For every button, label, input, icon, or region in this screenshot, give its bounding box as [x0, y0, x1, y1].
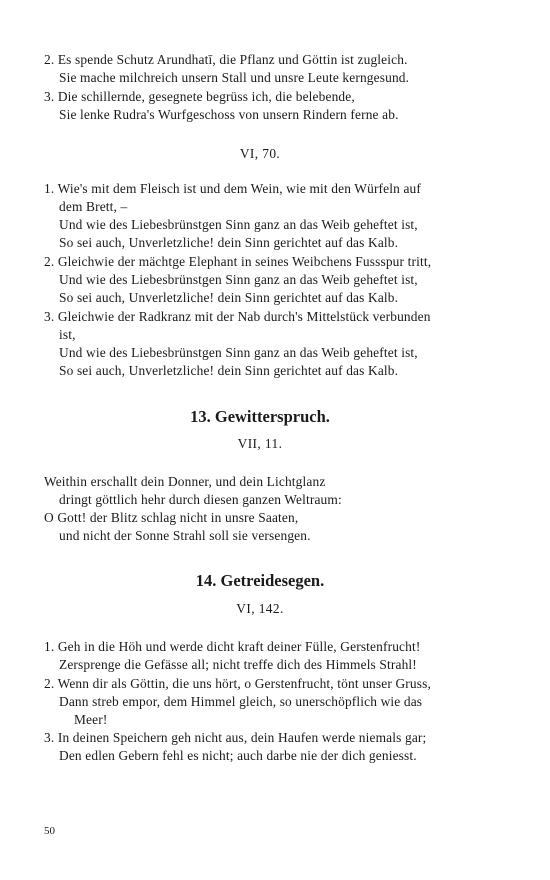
section-heading: 13. Gewitterspruch. [190, 407, 330, 426]
verse-line: Meer! [74, 712, 108, 727]
section-reference: VI, 70. [239, 146, 281, 161]
verse-line: Sie mache milchreich unsern Stall und unsre Leute kerngesund. [59, 70, 410, 85]
verse-line: ist, [59, 327, 76, 342]
verse-line: Und wie des Liebesbrünstgen Sinn ganz an das Weib geheftet ist, [59, 217, 418, 232]
verse-line: 2. Es spende Schutz Arundhatī, die Pflanz und Göttin ist zugleich. [44, 52, 408, 67]
verse-line: 1. Wie's mit dem Fleisch ist und dem Wein, wie mit den Würfeln auf [44, 181, 422, 196]
verse-line: So sei auch, Unverletzliche! dein Sinn gerichtet auf das Kalb. [59, 290, 399, 305]
verse-line: dem Brett, – [59, 199, 128, 214]
verse-line: 3. Gleichwie der Radkranz mit der Nab durch's Mittelstück verbunden [44, 309, 431, 324]
verse-line: 2. Gleichwie der mächtge Elephant in seines Weibchens Fussspur tritt, [44, 254, 432, 269]
verse-line: Und wie des Liebesbrünstgen Sinn ganz an das Weib geheftet ist, [59, 272, 418, 287]
verse-line: 3. Die schillernde, gesegnete begrüss ich, die belebende, [44, 89, 355, 104]
verse-line: Und wie des Liebesbrünstgen Sinn ganz an das Weib geheftet ist, [59, 345, 418, 360]
verse-line: Dann streb empor, dem Himmel gleich, so unerschöpflich wie das [59, 694, 423, 709]
verse-line: Sie lenke Rudra's Wurfgeschoss von unsern Rindern ferne ab. [59, 107, 399, 122]
verse-line: dringt göttlich hehr durch diesen ganzen Weltraum: [59, 492, 342, 507]
verse-line: 1. Geh in die Höh und werde dicht kraft deiner Fülle, Gerstenfrucht! [44, 639, 421, 654]
verse-line: O Gott! der Blitz schlag nicht in unsre Saaten, [44, 510, 299, 525]
verse-line: und nicht der Sonne Strahl soll sie versengen. [59, 528, 311, 543]
verse-line: Den edlen Gebern fehl es nicht; auch darbe nie der dich geniesst. [59, 748, 417, 763]
verse-line: Zersprenge die Gefässe all; nicht treffe dich des Himmels Strahl! [59, 657, 417, 672]
section-reference: VII, 11. [237, 436, 283, 451]
verse-line: 3. In deinen Speichern geh nicht aus, dein Haufen werde niemals gar; [44, 730, 427, 745]
section-reference: VI, 142. [236, 601, 284, 616]
section-heading: 14. Getreidesegen. [195, 571, 325, 590]
page-number: 50 [44, 825, 55, 837]
verse-line: So sei auch, Unverletzliche! dein Sinn gerichtet auf das Kalb. [59, 363, 399, 378]
verse-line: Weithin erschallt dein Donner, und dein Lichtglanz [44, 474, 326, 489]
verse-line: So sei auch, Unverletzliche! dein Sinn gerichtet auf das Kalb. [59, 235, 399, 250]
verse-line: 2. Wenn dir als Göttin, die uns hört, o Gerstenfrucht, tönt unser Gruss, [44, 676, 431, 691]
